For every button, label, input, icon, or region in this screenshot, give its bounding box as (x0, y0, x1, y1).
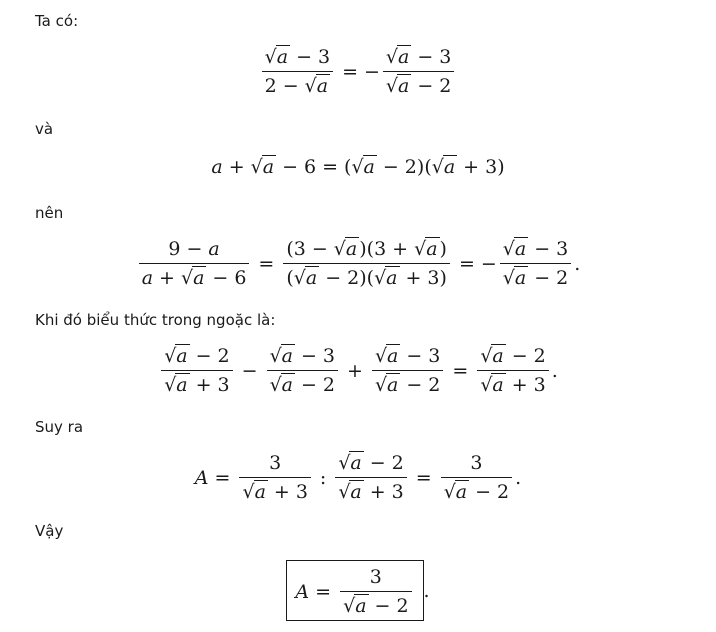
text-va: và (35, 120, 54, 138)
fraction: $\frac{√a - 3}{√a - 2}$ (383, 46, 454, 97)
equation-4: $\frac{√a - 2}{√a + 3}$ − $\frac{√a - 3}{√a - 2}$ + $\frac{√a - 3}{√a - 2}$ = $\frac{√a - 2}{√a + 3}$ . (0, 345, 716, 396)
fraction: $\frac{9 - a}{a + √a - 6}$ (139, 238, 250, 289)
fraction: $\frac{3}{√a - 2}$ (441, 452, 512, 503)
text-nen: nên (35, 204, 64, 222)
fraction: $\frac{√a - 2}{√a + 3}$ (161, 345, 232, 396)
text-khi-do: Khi đó biểu thức trong ngoặc là: (35, 311, 276, 329)
text-vay: Vậy (35, 522, 64, 540)
equation-1: $\frac{√a - 3}{2 - √a}$ = − $\frac{√a - 3}{√a - 2}$ (0, 46, 716, 97)
fraction: $\frac{√a - 3}{√a - 2}$ (267, 345, 338, 396)
fraction: $\frac{(3 - √a )(3 + √a )}{(√a - 2)(√a + 3)}$ (283, 238, 450, 289)
text-ta-co: Ta có: (35, 12, 79, 30)
text-suy-ra: Suy ra (35, 418, 84, 436)
fraction: $\frac{3}{√a + 3}$ (239, 452, 310, 503)
fraction: $\frac{3}{√a - 2}$ (340, 566, 411, 617)
equation-3: $\frac{9 - a}{a + √a - 6}$ = $\frac{(3 - √a )(3 + √a )}{(√a - 2)(√a + 3)}$ = − $\frac{√a - 3}{√a - 2}$ . (0, 238, 716, 289)
fraction: $\frac{√a - 3}{2 - √a}$ (262, 46, 333, 97)
fraction: $\frac{√a - 2}{√a + 3}$ (335, 452, 406, 503)
equation-5: A = $\frac{3}{√a + 3}$ : $\frac{√a - 2}{√a + 3}$ = $\frac{3}{√a - 2}$ . (194, 452, 522, 503)
fraction: $\frac{√a - 3}{√a - 2}$ (372, 345, 443, 396)
fraction: $\frac{√a - 2}{√a + 3}$ (477, 345, 548, 396)
answer-box: A = $\frac{3}{√a - 2}$ (286, 560, 423, 621)
equation-6-boxed: A = $\frac{3}{√a - 2}$ . (0, 560, 716, 621)
equation-2: a + √a − 6 = ( √a − 2 ) ( √a + 3 ) (211, 156, 505, 178)
fraction: $\frac{√a - 3}{√a - 2}$ (500, 238, 571, 289)
